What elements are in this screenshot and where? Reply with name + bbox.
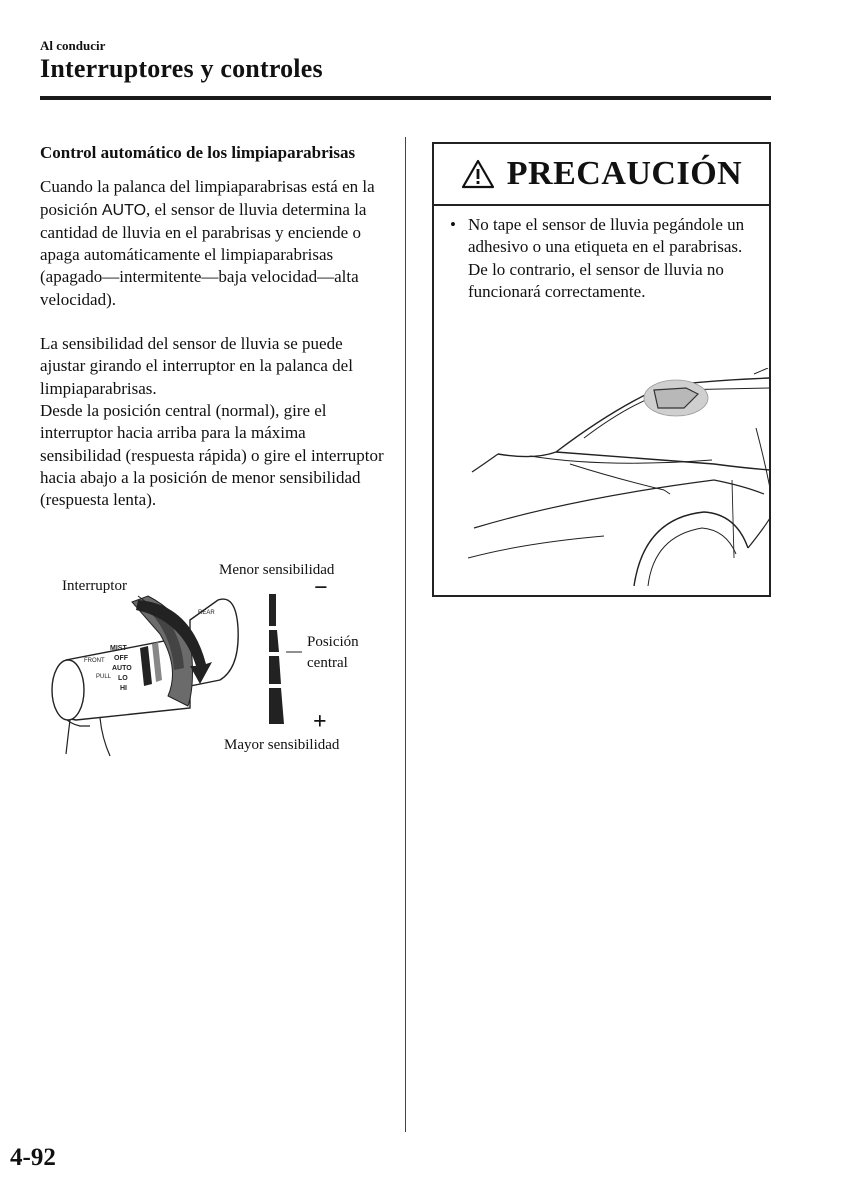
wiper-lever-figure [40,558,380,763]
menor-sensibilidad-label: Menor sensibilidad [219,562,335,578]
caution-box [432,142,771,597]
warning-triangle-icon [461,159,495,189]
lever-lo-label: LO [118,675,128,682]
title-rule [40,96,771,100]
paragraph-adjust: Desde la posición central (normal), gire el interruptor hacia arriba para la máxima sensibilidad (respuesta rápida) o gire el interruptor hacia abajo a la posición de menor sensibilidad (respuesta lenta). [40,400,384,510]
minus-sign: − [314,575,328,601]
caution-header [434,144,769,206]
page-number: 4-92 [10,1144,56,1171]
page-title: Interruptores y controles [40,54,323,83]
left-column [40,142,385,511]
caution-body [434,206,769,303]
mayor-sensibilidad-label: Mayor sensibilidad [224,737,340,753]
lever-rear-label: REAR [198,610,215,616]
subheading: Control automático de los limpiaparabrisas [40,143,356,162]
caution-title: PRECAUCIÓN [506,155,743,192]
bullet: • [450,215,456,234]
column-divider [405,137,406,1132]
lever-pull-label: PULL [96,674,112,680]
central-label: central [307,655,348,671]
plus-sign: + [313,709,327,735]
paragraph-auto-mode-end: , el sensor de lluvia determina la cantidad de lluvia en el parabrisas y enciende o apaga automáticamente el limpiaparabrisas (apagado—intermitente—baja velocidad—alta velocidad). [40,199,367,309]
section-label: Al conducir [40,38,106,53]
car-rain-sensor-illustration [464,368,772,586]
paragraph-sensitivity: La sensibilidad del sensor de lluvia se puede ajustar girando el interruptor en la palanca del limpiaparabrisas. [40,334,353,398]
lever-mist-label: MIST [110,645,127,652]
paragraph-auto-mode [40,176,385,311]
lever-front-label: FRONT [84,658,105,664]
interruptor-label: Interruptor [62,578,127,594]
posicion-label: Posición [307,634,359,650]
paragraph-auto-mode-start: Cuando la palanca del limpiaparabrisas está en la posición [40,177,375,219]
lever-auto-label: AUTO [112,665,132,672]
lever-off-label: OFF [114,655,128,662]
caution-text: No tape el sensor de lluvia pegándole un adhesivo o una etiqueta en el parabrisas. De lo contrario, el sensor de lluvia no funcionará correctamente. [468,215,745,301]
auto-position-label: AUTO [101,201,147,219]
lever-hi-label: HI [120,685,127,692]
